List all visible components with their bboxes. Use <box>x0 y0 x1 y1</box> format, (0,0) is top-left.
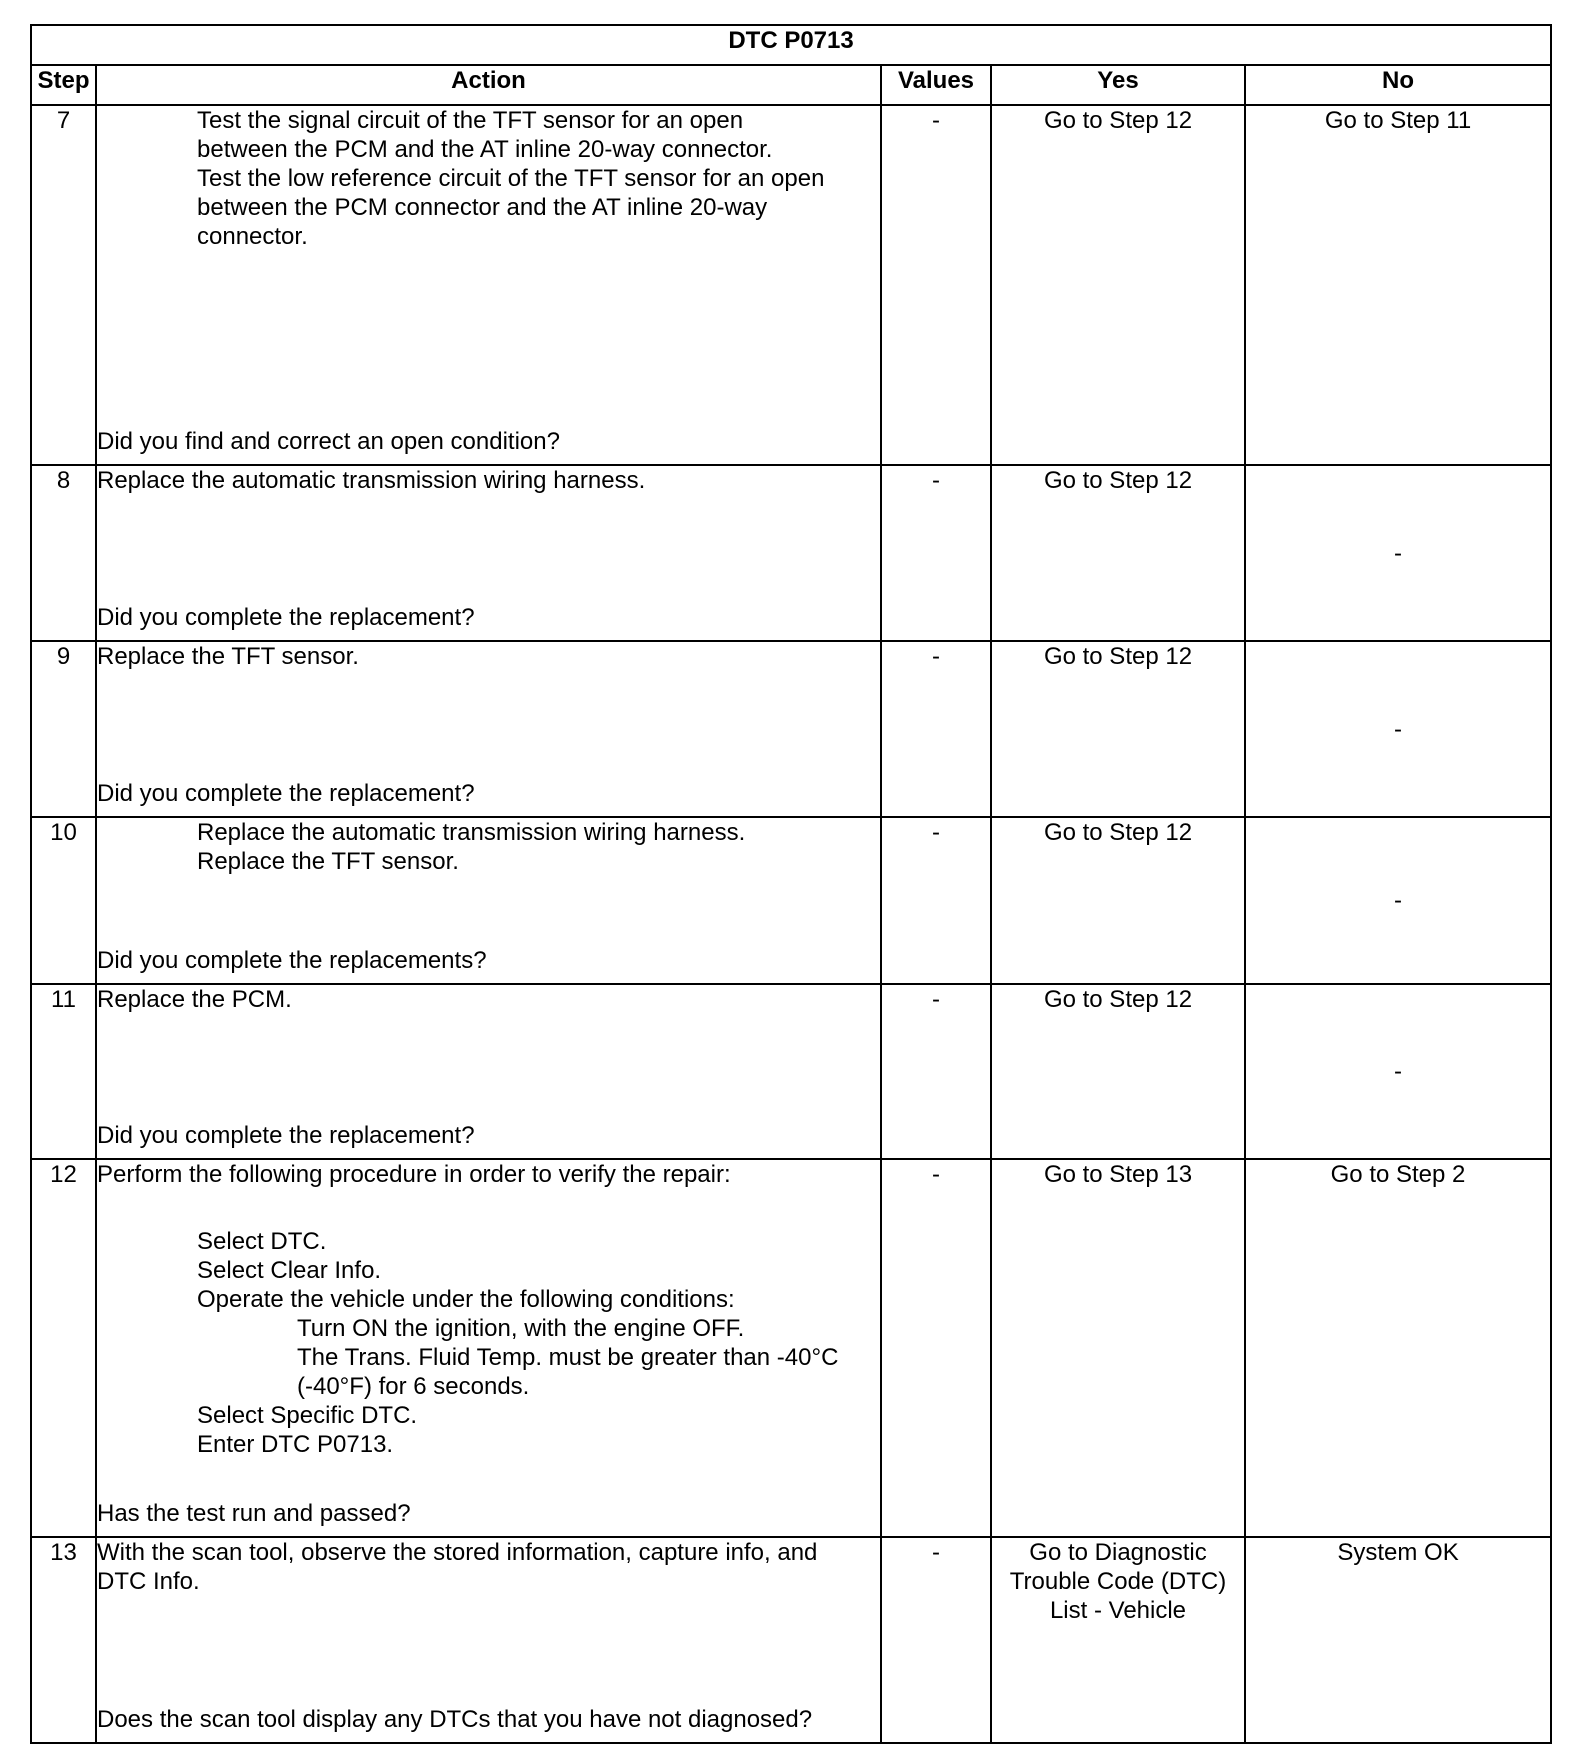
action-question: Has the test run and passed? <box>97 1500 411 1527</box>
action-line: Replace the automatic transmission wiring harness. <box>97 467 646 494</box>
action-cell <box>96 817 881 984</box>
no-cell <box>1245 1537 1551 1743</box>
procedure-substep: The Trans. Fluid Temp. must be greater than -40°C <box>297 1344 839 1371</box>
action-line: Replace the TFT sensor. <box>97 643 359 670</box>
values-cell: - <box>881 817 991 984</box>
yes-result-line: Trouble Code (DTC) <box>1009 1568 1227 1595</box>
header-values: Values <box>881 65 991 105</box>
action-line: DTC Info. <box>97 1568 200 1595</box>
step-number: 9 <box>31 641 96 817</box>
table-row <box>31 1537 1551 1743</box>
step-number: 11 <box>31 984 96 1159</box>
step-number: 12 <box>31 1159 96 1537</box>
step-number: 8 <box>31 465 96 641</box>
table-row <box>31 1159 1551 1537</box>
no-cell: - <box>1245 984 1551 1159</box>
yes-result: Go to Step 12 <box>1043 986 1193 1013</box>
yes-result: Go to Step 12 <box>1043 643 1193 670</box>
table-row <box>31 105 1551 465</box>
action-cell <box>96 105 881 465</box>
yes-result-line: Go to Diagnostic <box>1029 1539 1207 1566</box>
action-question: Did you complete the replacement? <box>97 780 475 807</box>
action-line: Perform the following procedure in order to verify the repair: <box>97 1161 731 1188</box>
yes-result: Go to Step 12 <box>1043 467 1193 494</box>
yes-result: Go to Step 12 <box>1043 107 1193 134</box>
no-cell: - <box>1245 465 1551 641</box>
action-line: connector. <box>197 223 308 250</box>
table-row <box>31 641 1551 817</box>
action-line: Replace the PCM. <box>97 986 292 1013</box>
procedure-step: Select Specific DTC. <box>197 1402 418 1429</box>
table-row <box>31 817 1551 984</box>
header-yes: Yes <box>991 65 1245 105</box>
procedure-step: Operate the vehicle under the following conditions: <box>197 1286 735 1313</box>
no-cell <box>1245 1159 1551 1537</box>
procedure-substep: Turn ON the ignition, with the engine OFF. <box>297 1315 745 1342</box>
yes-result: Go to Step 13 <box>1043 1161 1193 1188</box>
action-line: Replace the automatic transmission wiring harness. <box>197 819 746 846</box>
values-cell: - <box>881 984 991 1159</box>
yes-result: Go to Step 12 <box>1043 819 1193 846</box>
no-cell: - <box>1245 641 1551 817</box>
values-cell: - <box>881 1537 991 1743</box>
action-cell <box>96 1159 881 1537</box>
yes-cell <box>991 465 1245 641</box>
action-question: Did you complete the replacement? <box>97 1122 475 1149</box>
table-row <box>31 984 1551 1159</box>
procedure-step: Select DTC. <box>197 1228 327 1255</box>
values-cell: - <box>881 465 991 641</box>
action-line: With the scan tool, observe the stored information, capture info, and <box>97 1539 818 1566</box>
table-row <box>31 465 1551 641</box>
action-cell <box>96 1537 881 1743</box>
step-number: 7 <box>31 105 96 465</box>
no-result: Go to Step 11 <box>1324 107 1472 134</box>
no-cell <box>1245 105 1551 465</box>
values-cell: - <box>881 1159 991 1537</box>
header-no: No <box>1245 65 1551 105</box>
values-cell: - <box>881 105 991 465</box>
yes-cell <box>991 817 1245 984</box>
procedure-substep: (-40°F) for 6 seconds. <box>297 1373 530 1400</box>
table-title-row <box>31 25 1551 65</box>
action-question: Did you complete the replacements? <box>97 947 487 974</box>
no-result: Go to Step 2 <box>1330 1161 1466 1188</box>
step-number: 10 <box>31 817 96 984</box>
action-cell <box>96 641 881 817</box>
procedure-step: Enter DTC P0713. <box>197 1431 394 1458</box>
table-header-row <box>31 65 1551 105</box>
action-line: Test the low reference circuit of the TFT sensor for an open <box>197 165 825 192</box>
yes-cell <box>991 1159 1245 1537</box>
yes-cell <box>991 641 1245 817</box>
procedure-step: Select Clear Info. <box>197 1257 382 1284</box>
values-cell: - <box>881 641 991 817</box>
action-question: Did you complete the replacement? <box>97 604 475 631</box>
action-line: between the PCM connector and the AT inline 20-way <box>197 194 768 221</box>
yes-result-line: List - Vehicle <box>1049 1597 1187 1624</box>
action-question: Did you find and correct an open condition? <box>97 428 560 455</box>
yes-cell <box>991 984 1245 1159</box>
action-question: Does the scan tool display any DTCs that you have not diagnosed? <box>97 1706 813 1733</box>
yes-cell <box>991 105 1245 465</box>
action-line: Test the signal circuit of the TFT sensor for an open <box>197 107 744 134</box>
step-number: 13 <box>31 1537 96 1743</box>
header-action: Action <box>96 65 881 105</box>
dtc-p0713-table <box>30 24 1552 1744</box>
action-line: Replace the TFT sensor. <box>197 848 459 875</box>
yes-cell <box>991 1537 1245 1743</box>
action-line: between the PCM and the AT inline 20-way connector. <box>197 136 773 163</box>
action-cell <box>96 465 881 641</box>
no-result: System OK <box>1337 1539 1459 1566</box>
no-cell: - <box>1245 817 1551 984</box>
table-title: DTC P0713 <box>31 25 1551 65</box>
header-step: Step <box>31 65 96 105</box>
action-cell <box>96 984 881 1159</box>
